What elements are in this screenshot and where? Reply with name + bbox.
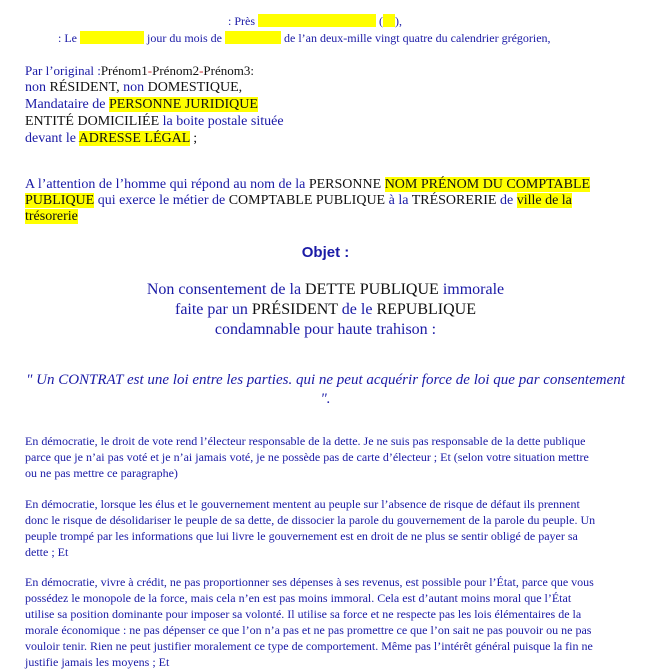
subject-line-2 <box>0 300 651 320</box>
sender-block <box>25 62 284 147</box>
president-text: PRÉSIDENT <box>251 301 338 318</box>
day-placeholder-field[interactable] <box>80 31 144 44</box>
dette-publique-text: DETTE PUBLIQUE <box>305 281 439 298</box>
adresse-field[interactable]: ADRESSE LÉGAL <box>78 131 190 146</box>
sender-line-adresse <box>25 130 284 147</box>
devant-text: devant le <box>25 131 76 146</box>
republique-text: REPUBLIQUE <box>376 301 476 318</box>
date-line <box>58 31 551 46</box>
resident-text: RÉSIDENT, <box>49 80 120 95</box>
domestique-text: DOMESTIQUE, <box>147 80 243 95</box>
jour-du-mois-text: jour du mois de <box>147 31 222 45</box>
objet-heading: Objet : <box>301 244 350 261</box>
attention-text-3: à la <box>388 193 409 208</box>
non2-text: non <box>123 80 145 95</box>
comptable-publique-text: COMPTABLE PUBLIQUE <box>228 193 386 208</box>
place-placeholder-field[interactable] <box>258 14 376 27</box>
attention-block <box>25 177 600 225</box>
year-text: de l’an deux-mille vingt quatre du calendrier grégorien, <box>284 31 551 45</box>
mandataire-text: Mandataire de <box>25 97 106 112</box>
tresorerie-text: TRÉSORERIE <box>411 193 497 208</box>
paren-close: ), <box>395 14 402 28</box>
pres-label: : Près <box>228 14 255 28</box>
sender-line-mandataire <box>25 96 284 113</box>
dash2: - <box>199 63 204 78</box>
subject-block <box>0 280 651 340</box>
attention-text-1: A l’attention de l’homme qui répond au nom de la <box>25 177 306 192</box>
semicolon-text: ; <box>193 131 198 146</box>
ville-tresorerie-field[interactable]: ville de la trésorerie <box>25 193 572 224</box>
postcode-placeholder-field[interactable] <box>383 14 395 27</box>
le-label: : Le <box>58 31 77 45</box>
month-placeholder-field[interactable] <box>225 31 281 44</box>
prenom2: Prénom2 <box>152 63 200 78</box>
attention-text-2: qui exerce le métier de <box>97 193 226 208</box>
subject-text-2b: de le <box>341 301 373 318</box>
personne-text: PERSONNE <box>308 177 382 192</box>
paragraph-1: En démocratie, le droit de vote rend l’électeur responsable de la dette. Je ne suis pas responsable de la dette publique parce que je n’ai pas voté et je n’ai jamais voté, je ne possède pas de carte d’électeur ; Et (selon votre situation mettre ou ne pas mettre ce paragraphe) <box>25 434 589 480</box>
boite-text: la boite postale située <box>162 114 284 129</box>
subject-line-3: condamnable pour haute trahison : <box>214 321 437 338</box>
subject-text-1b: immorale <box>442 281 505 298</box>
subject-text-2a: faite par un <box>174 301 248 318</box>
dash1: - <box>147 63 153 78</box>
sender-line-original <box>25 62 284 79</box>
par-original-text: Par l’original : <box>25 63 101 78</box>
prenom1: Prénom1 <box>100 63 148 78</box>
paren-open: ( <box>379 14 383 28</box>
non1-text: non <box>25 80 46 95</box>
subject-line-1 <box>0 280 651 300</box>
date-location-line <box>228 14 402 29</box>
subject-text-1a: Non consentement de la <box>146 281 302 298</box>
attention-text-4: de <box>499 193 514 208</box>
prenom3: Prénom3: <box>203 63 254 78</box>
personne-juridique-field[interactable]: PERSONNE JURIDIQUE <box>108 97 258 112</box>
paragraph-2: En démocratie, lorsque les élus et le gouvernement mentent au peuple sur l’absence de risque de défaut ils prennent donc le risque de désolidariser le peuple de sa dette, de dissocier la parole du gouvernement de la parole du peuple. Un peuple trompé par les informations que lui livre le gouvernement est en droit de ne plus se sentir obligé de payer sa dette ; Et <box>25 497 596 559</box>
sender-line-entite <box>25 113 284 130</box>
comptable-name-field[interactable]: NOM PRÉNOM DU COMPTABLE PUBLIQUE <box>25 177 591 208</box>
paragraph-3: En démocratie, vivre à crédit, ne pas proportionner ses dépenses à ses revenus, est possible pour l’État, parce que vous possédez le monopole de la force, mais cela n’en est pas moins immoral. Cela est d’autant moins moral que l’État utilise sa position dominante pour imposer sa volonté. Il utilise sa force et ne respecte pas les lois élémentaires de la morale économique : ne pas dépenser ce que l’on n’a pas et ne pas promettre ce que l’on sait ne pas pouvoir ou ne pas vouloir tenir. Rien ne peut justifier moralement ce type de comportement. Même pas l’intérêt général puisque la fin ne justifie jamais les moyens ; Et <box>25 575 594 669</box>
sender-line-status <box>25 79 284 96</box>
entite-text: ENTITÉ DOMICILIÉE <box>25 114 160 129</box>
quote-text: " Un CONTRAT est une loi entre les parties. qui ne peut acquérir force de loi que par consentement ". <box>26 372 625 407</box>
